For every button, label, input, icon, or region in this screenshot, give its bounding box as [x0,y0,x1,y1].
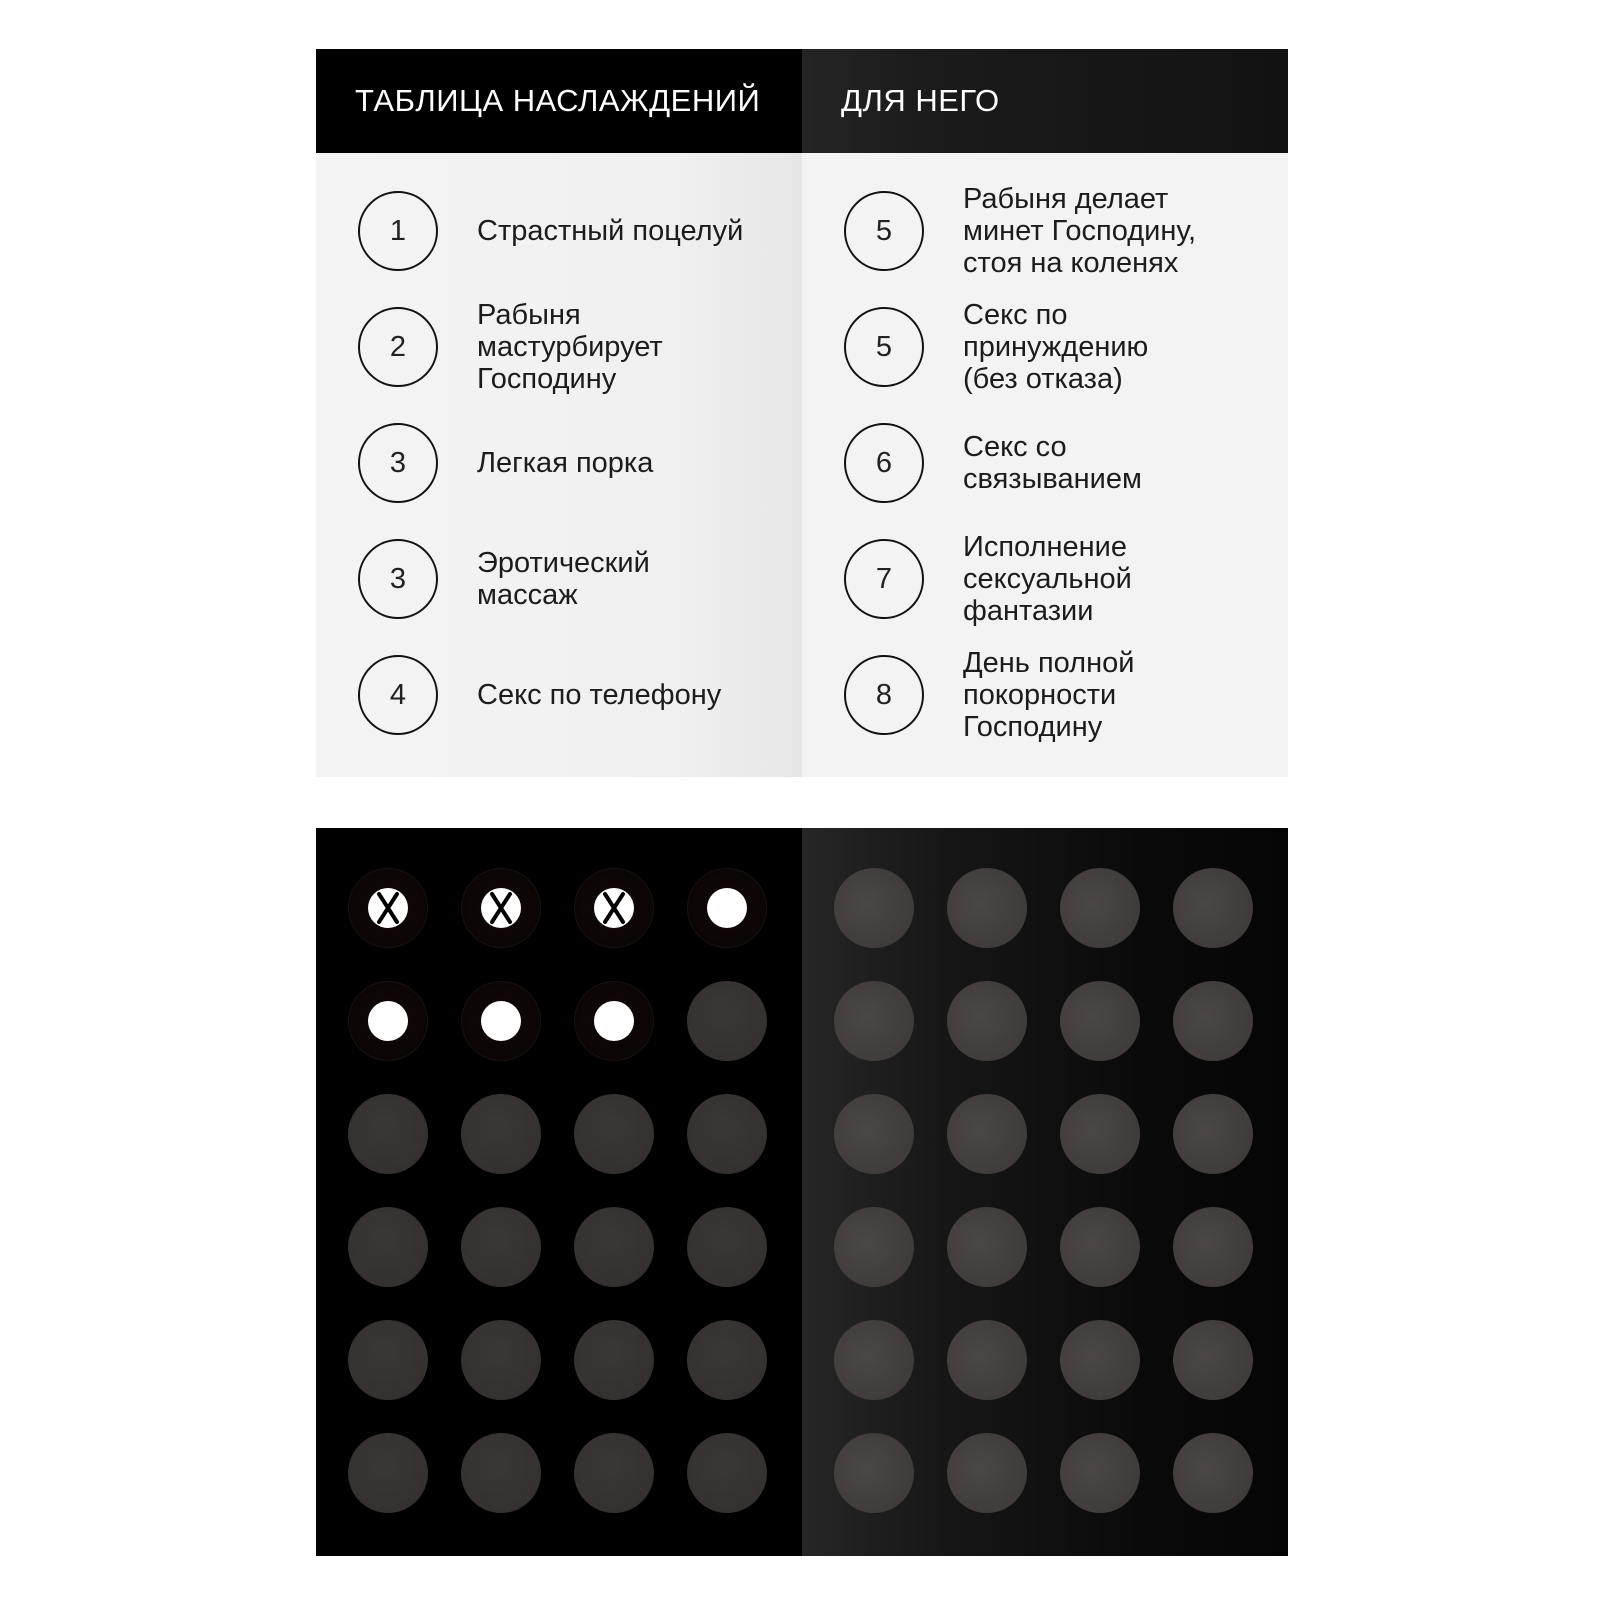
number-badge: 3 [358,539,438,619]
tracker-dot-empty[interactable] [687,1207,767,1287]
item-label: Секс по принуждению (без отказа) [963,299,1149,395]
list-item [316,173,802,289]
list-item [316,405,802,521]
tracker-dot-empty[interactable] [1173,1433,1253,1513]
tracker-grid-left [348,868,767,1513]
number-badge: 2 [358,307,438,387]
tracker-dot-empty[interactable] [461,1320,541,1400]
tracker-dot-empty[interactable] [574,1207,654,1287]
list-item [316,521,802,637]
item-label: Исполнение сексуальной фантазии [963,531,1132,627]
tracker-dot-empty[interactable] [834,981,914,1061]
list-item [802,405,1288,521]
tracker-dot-empty[interactable] [687,1433,767,1513]
tracker-dot-empty[interactable] [947,1433,1027,1513]
tracker-dot-empty[interactable] [461,1207,541,1287]
tracker-dot-crossed[interactable] [348,868,428,948]
tracker-dot-empty[interactable] [1173,981,1253,1061]
tracker-dot-empty[interactable] [348,1320,428,1400]
tracker-dot-empty[interactable] [947,1320,1027,1400]
tracker-dot-crossed[interactable] [574,868,654,948]
tracker-dot-empty[interactable] [1060,1207,1140,1287]
item-label: Эротический массаж [477,547,650,611]
filled-circle-icon [594,1001,634,1041]
tracker-dot-filled[interactable] [348,981,428,1061]
tracker-dot-empty[interactable] [1173,868,1253,948]
tracker-dot-empty[interactable] [461,1094,541,1174]
list-item [316,289,802,405]
tracker-dot-empty[interactable] [834,868,914,948]
tracker-dot-empty[interactable] [1060,1320,1140,1400]
right-items-list [802,153,1288,753]
scratch-tracker-board [316,828,1288,1556]
list-item [802,173,1288,289]
tracker-dot-empty[interactable] [1060,981,1140,1061]
tracker-left-half [316,828,802,1556]
tracker-grid-right [834,868,1253,1513]
tracker-dot-empty[interactable] [1060,1094,1140,1174]
number-badge: 6 [844,423,924,503]
item-label: Рабыня мастурбирует Господину [477,299,663,395]
tracker-dot-empty[interactable] [1060,868,1140,948]
left-page [316,49,802,777]
right-page [802,49,1288,777]
tracker-right-half [802,828,1288,1556]
number-badge: 8 [844,655,924,735]
tracker-dot-empty[interactable] [1173,1207,1253,1287]
tracker-dot-empty[interactable] [574,1320,654,1400]
number-badge: 1 [358,191,438,271]
filled-circle-icon [707,888,747,928]
item-label: Секс по телефону [477,679,722,711]
cross-circle-icon [594,888,634,928]
tracker-dot-empty[interactable] [834,1094,914,1174]
tracker-dot-empty[interactable] [687,1320,767,1400]
list-item [802,289,1288,405]
tracker-dot-filled[interactable] [687,868,767,948]
tracker-dot-empty[interactable] [574,1094,654,1174]
list-item [802,521,1288,637]
tracker-dot-empty[interactable] [348,1433,428,1513]
tracker-dot-empty[interactable] [834,1433,914,1513]
number-badge: 7 [844,539,924,619]
tracker-dot-empty[interactable] [947,981,1027,1061]
table-title: ТАБЛИЦА НАСЛАЖДЕНИЙ [316,49,802,153]
item-label: Рабыня делает минет Господину, стоя на коленях [963,183,1197,279]
tracker-dot-empty[interactable] [461,1433,541,1513]
number-badge: 5 [844,307,924,387]
tracker-dot-filled[interactable] [574,981,654,1061]
tracker-dot-empty[interactable] [947,868,1027,948]
tracker-dot-empty[interactable] [834,1207,914,1287]
list-item [316,637,802,753]
number-badge: 3 [358,423,438,503]
table-subtitle: ДЛЯ НЕГО [802,49,1288,153]
tracker-dot-empty[interactable] [348,1207,428,1287]
tracker-dot-empty[interactable] [574,1433,654,1513]
tracker-dot-empty[interactable] [1060,1433,1140,1513]
tracker-dot-crossed[interactable] [461,868,541,948]
tracker-dot-empty[interactable] [1173,1094,1253,1174]
number-badge: 5 [844,191,924,271]
item-label: Легкая порка [477,447,654,479]
pleasure-table-card [316,49,1288,777]
tracker-dot-empty[interactable] [947,1094,1027,1174]
tracker-dot-empty[interactable] [348,1094,428,1174]
number-badge: 4 [358,655,438,735]
left-items-list [316,153,802,753]
item-label: Секс со связыванием [963,431,1142,495]
tracker-dot-empty[interactable] [834,1320,914,1400]
cross-circle-icon [368,888,408,928]
filled-circle-icon [368,1001,408,1041]
item-label: День полной покорности Господину [963,647,1135,743]
item-label: Страстный поцелуй [477,215,744,247]
tracker-dot-filled[interactable] [461,981,541,1061]
tracker-dot-empty[interactable] [687,981,767,1061]
tracker-dot-empty[interactable] [1173,1320,1253,1400]
tracker-dot-empty[interactable] [947,1207,1027,1287]
tracker-dot-empty[interactable] [687,1094,767,1174]
list-item [802,637,1288,753]
filled-circle-icon [481,1001,521,1041]
cross-circle-icon [481,888,521,928]
